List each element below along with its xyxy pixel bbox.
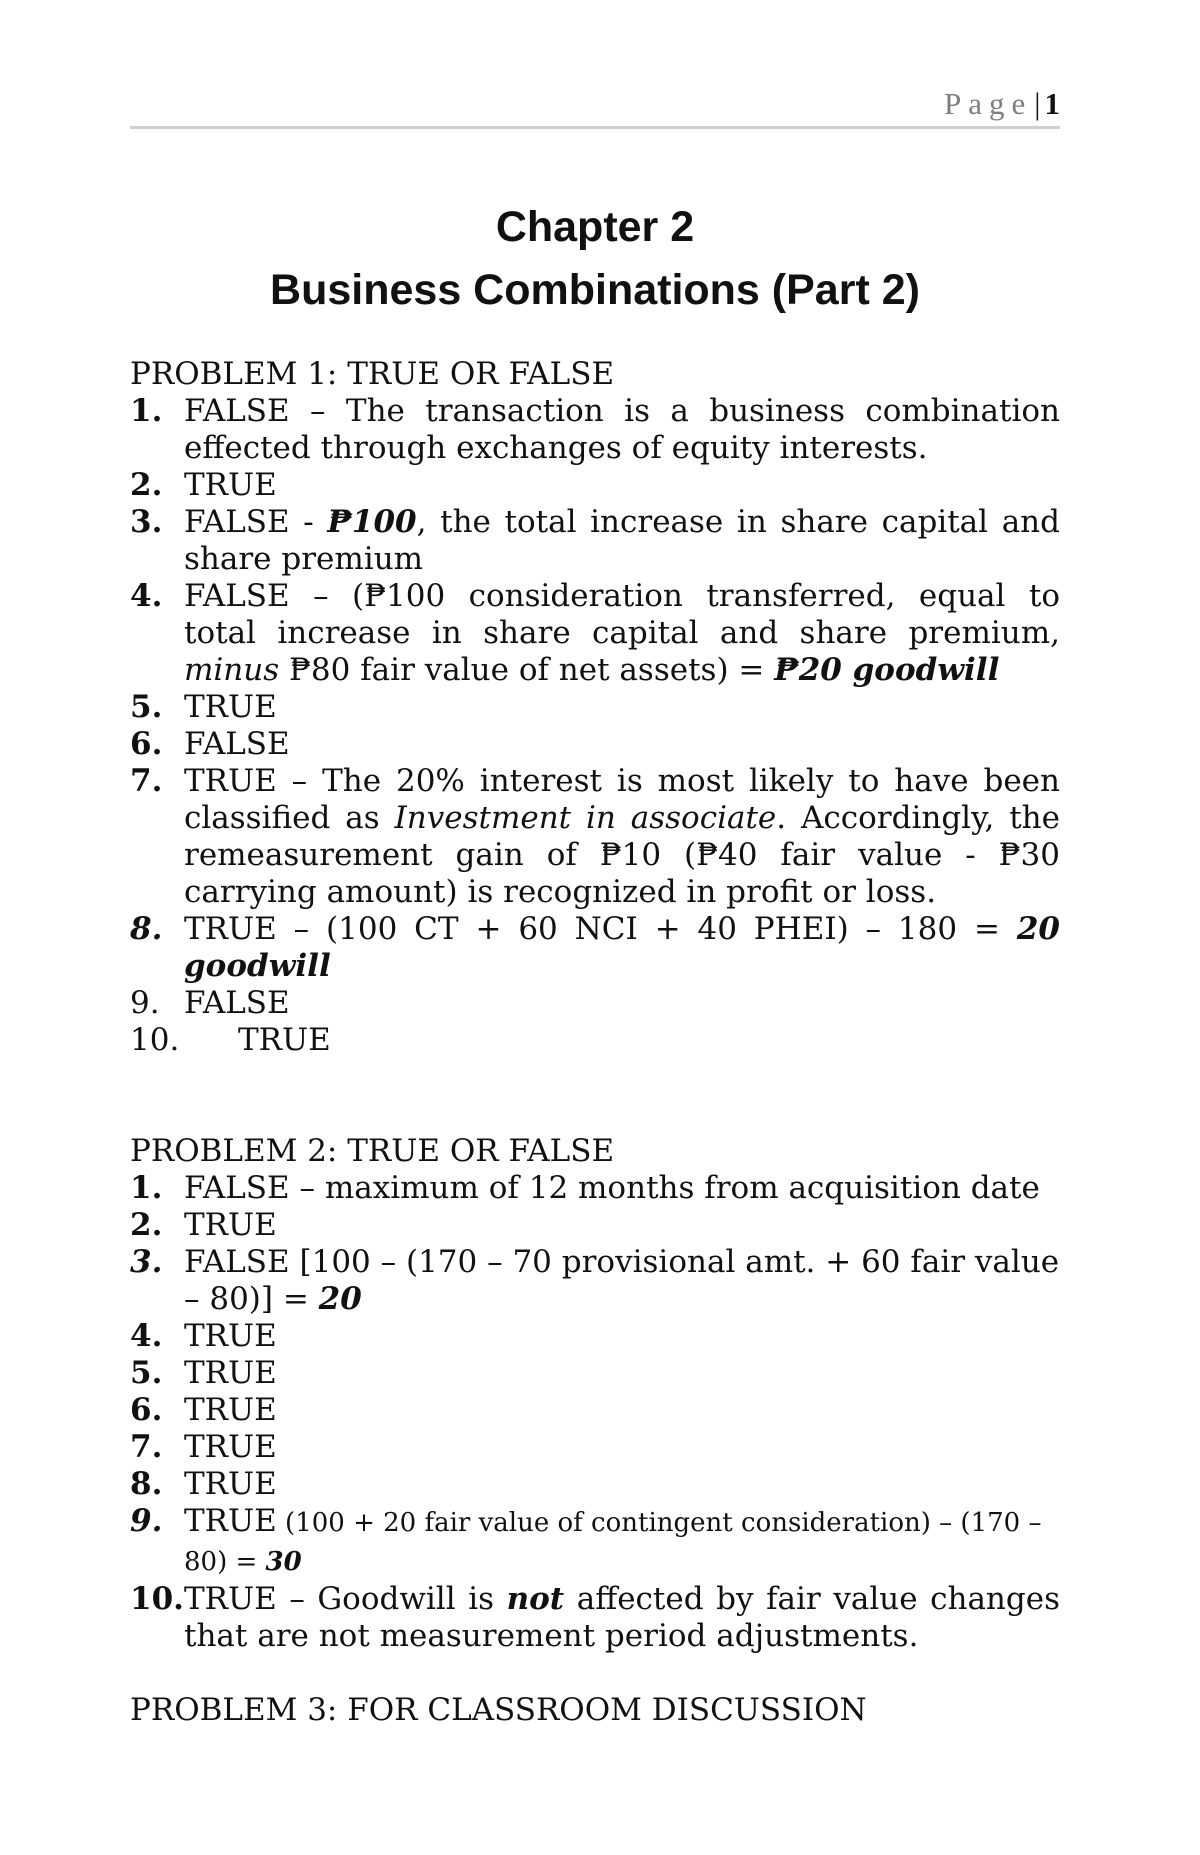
problem-1-list bbox=[130, 393, 1060, 1059]
answer-text: TRUE bbox=[184, 1318, 277, 1354]
page-label: Page bbox=[944, 86, 1033, 121]
list-item bbox=[130, 1429, 1060, 1466]
list-item bbox=[130, 467, 1060, 504]
answer-text: (100 + 20 fair value of contingent consideration) – (170 – 80) = bbox=[184, 1508, 1042, 1577]
chapter-title: Chapter 2 bbox=[495, 203, 695, 251]
page-number: 1 bbox=[1044, 86, 1060, 121]
answer-text: TRUE – (100 CT + 60 NCI + 40 PHEI) – 180 = bbox=[184, 911, 1017, 947]
chapter-subtitle: Business Combinations (Part 2) bbox=[270, 266, 920, 314]
answer-text: , the total increase in share capital and share premium bbox=[184, 504, 1060, 577]
item-number: 8. bbox=[130, 1466, 163, 1502]
item-number: 1. bbox=[130, 393, 163, 429]
list-item bbox=[130, 1466, 1060, 1503]
item-answer bbox=[184, 393, 1060, 467]
answer-text: TRUE bbox=[184, 1503, 277, 1539]
item-answer bbox=[184, 1466, 1060, 1503]
item-answer bbox=[184, 578, 1060, 689]
list-item bbox=[130, 1022, 1060, 1059]
item-number: 3. bbox=[130, 504, 163, 540]
list-item bbox=[130, 1318, 1060, 1355]
answer-text: TRUE – The 20% interest is most likely to have been classified as bbox=[184, 763, 1060, 836]
item-answer bbox=[184, 763, 1060, 911]
list-item bbox=[130, 393, 1060, 467]
list-item bbox=[130, 1392, 1060, 1429]
answer-text: TRUE bbox=[184, 1466, 277, 1502]
item-answer bbox=[184, 689, 1060, 726]
item-number: 1. bbox=[130, 1170, 163, 1206]
item-answer bbox=[184, 1355, 1060, 1392]
item-answer bbox=[184, 985, 1060, 1022]
answer-text: TRUE bbox=[184, 1392, 277, 1428]
item-number: 6. bbox=[130, 726, 163, 762]
answer-text: FALSE bbox=[184, 985, 290, 1021]
item-number: 6. bbox=[130, 1392, 163, 1428]
answer-text: TRUE bbox=[184, 1355, 277, 1391]
item-answer bbox=[184, 1429, 1060, 1466]
list-item bbox=[130, 504, 1060, 578]
list-item bbox=[130, 1581, 1060, 1655]
problem-2-heading: PROBLEM 2: TRUE OR FALSE bbox=[130, 1133, 615, 1169]
problem-2-section bbox=[130, 1133, 1060, 1655]
answer-text: FALSE - bbox=[184, 504, 328, 540]
item-number: 5. bbox=[130, 689, 163, 725]
item-answer bbox=[184, 1207, 1060, 1244]
answer-text: TRUE bbox=[184, 467, 277, 503]
list-item bbox=[130, 1170, 1060, 1207]
item-answer bbox=[184, 1581, 1060, 1655]
answer-italic: minus bbox=[184, 652, 280, 688]
answer-emphasis: not bbox=[506, 1581, 565, 1617]
item-answer bbox=[184, 1318, 1060, 1355]
problem-2-list bbox=[130, 1170, 1060, 1655]
answer-text: FALSE bbox=[184, 726, 290, 762]
problem-1-heading: PROBLEM 1: TRUE OR FALSE bbox=[130, 356, 615, 392]
item-number: 10. bbox=[130, 1022, 180, 1058]
answer-text: TRUE bbox=[184, 1429, 277, 1465]
item-answer bbox=[238, 1022, 1060, 1059]
list-item bbox=[130, 763, 1060, 911]
section-spacer bbox=[130, 1059, 1060, 1133]
problem-1-section bbox=[130, 356, 1060, 1059]
answer-emphasis: 20 goodwill bbox=[184, 911, 1060, 984]
item-number: 9. bbox=[130, 1503, 163, 1539]
item-number: 8. bbox=[130, 911, 163, 947]
answer-text: affected by fair value changes that are not measurement period adjustments. bbox=[184, 1581, 1060, 1654]
answer-emphasis: ₱100 bbox=[327, 504, 417, 540]
document-content bbox=[130, 356, 1060, 1729]
item-number: 4. bbox=[130, 1318, 163, 1354]
item-number: 7. bbox=[130, 763, 163, 799]
item-answer bbox=[184, 1170, 1060, 1207]
problem-3-heading: PROBLEM 3: FOR CLASSROOM DISCUSSION bbox=[130, 1692, 867, 1728]
answer-text: FALSE [100 – (170 – 70 provisional amt. + 60 fair value – 80)] = bbox=[184, 1244, 1060, 1317]
item-number: 10. bbox=[130, 1581, 184, 1617]
answer-emphasis: ₱20 goodwill bbox=[774, 652, 1000, 688]
item-answer bbox=[184, 911, 1060, 985]
page-header bbox=[130, 88, 1060, 129]
answer-text: FALSE – The transaction is a business combination effected through exchanges of equity interests. bbox=[184, 393, 1060, 466]
section-spacer bbox=[130, 1655, 1060, 1692]
item-answer bbox=[184, 1392, 1060, 1429]
answer-text: . Accordingly, the remeasurement gain of ₱10 (₱40 fair value - ₱30 carrying amount) is recognized in profit or loss. bbox=[184, 800, 1060, 910]
list-item bbox=[130, 578, 1060, 689]
document-page bbox=[130, 0, 1060, 1855]
list-item bbox=[130, 1503, 1060, 1581]
list-item bbox=[130, 1207, 1060, 1244]
answer-emphasis: 30 bbox=[265, 1547, 302, 1577]
item-answer bbox=[184, 1244, 1060, 1318]
answer-text: ₱80 fair value of net assets) = bbox=[279, 652, 775, 688]
item-answer bbox=[184, 726, 1060, 763]
item-number: 4. bbox=[130, 578, 163, 614]
answer-italic: Investment in associate bbox=[394, 800, 777, 836]
answer-text: TRUE bbox=[184, 689, 277, 725]
list-item bbox=[130, 911, 1060, 985]
item-answer bbox=[184, 1503, 1060, 1581]
answer-emphasis: 20 bbox=[318, 1281, 362, 1317]
answer-text: TRUE bbox=[238, 1022, 331, 1058]
page-separator: | bbox=[1034, 86, 1041, 121]
list-item bbox=[130, 726, 1060, 763]
list-item bbox=[130, 1244, 1060, 1318]
item-number: 2. bbox=[130, 1207, 163, 1243]
answer-text: FALSE – (₱100 consideration transferred, equal to total increase in share capital and share premium, bbox=[184, 578, 1060, 651]
list-item bbox=[130, 1355, 1060, 1392]
list-item bbox=[130, 689, 1060, 726]
item-number: 3. bbox=[130, 1244, 163, 1280]
problem-3-section bbox=[130, 1692, 1060, 1729]
item-number: 7. bbox=[130, 1429, 163, 1465]
item-number: 5. bbox=[130, 1355, 163, 1391]
item-number: 9. bbox=[130, 985, 160, 1021]
answer-text: TRUE – Goodwill is bbox=[184, 1581, 507, 1617]
title-block bbox=[130, 196, 1060, 322]
item-answer bbox=[184, 467, 1060, 504]
item-answer bbox=[184, 504, 1060, 578]
answer-text: FALSE – maximum of 12 months from acquisition date bbox=[184, 1170, 1040, 1206]
item-number: 2. bbox=[130, 467, 163, 503]
answer-text: TRUE bbox=[184, 1207, 277, 1243]
list-item bbox=[130, 985, 1060, 1022]
